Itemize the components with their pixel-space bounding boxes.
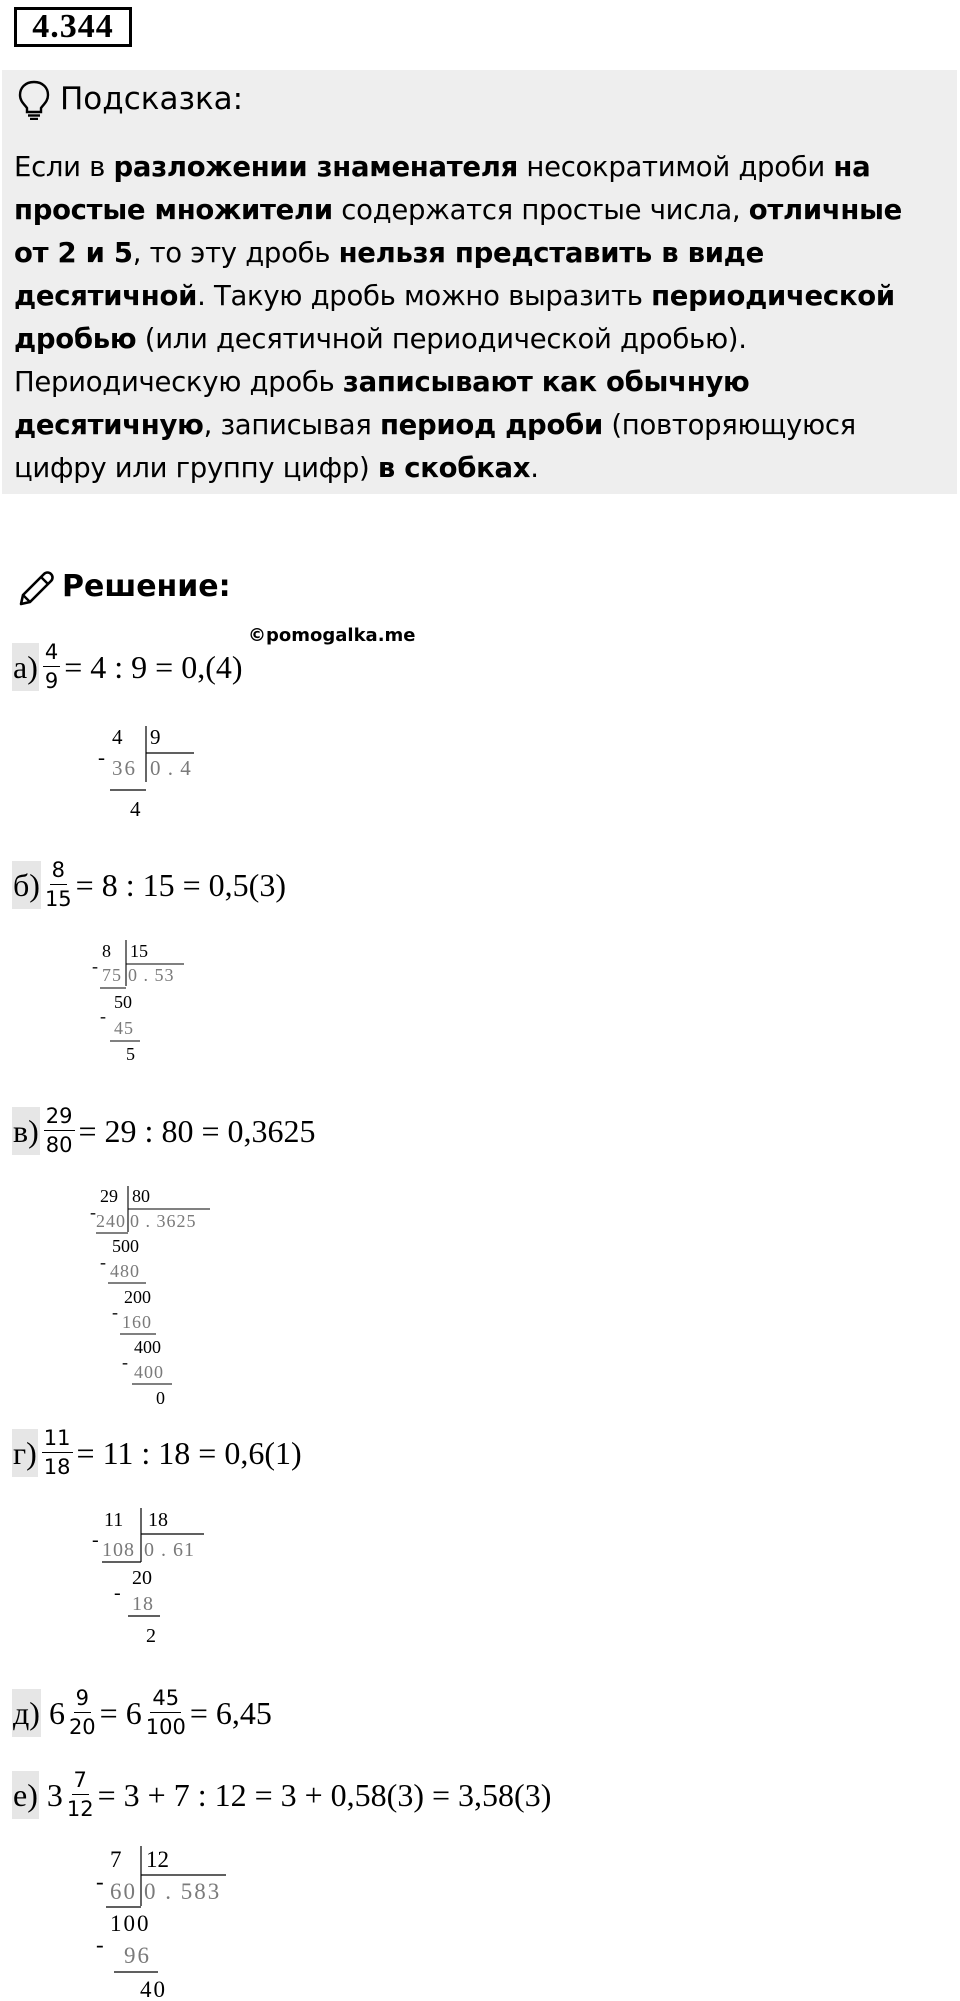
hint-bold-text: записывают как обычную десятичную [14,366,750,441]
long-division-e [96,1842,236,2001]
dividend: 7 [110,1847,122,1872]
dividend: 4 [112,725,123,749]
hint-bold-text: разложении знаменателя [113,151,518,183]
hint-bold-text: период дроби [379,409,603,441]
minus-sign: - [96,1932,104,1957]
minus-sign: - [100,1006,106,1026]
quotient: 0 . 53 [128,965,175,985]
subtrahend: 96 [124,1943,151,1968]
lightbulb-icon [16,78,52,120]
hint-text-run: Если в [14,151,114,183]
equals-sign: = [99,1694,118,1731]
equation-a [12,640,243,693]
partial-dividend: 20 [132,1567,152,1589]
hint-title: Подсказка: [60,81,244,117]
item-letter-d: д) [12,1689,41,1737]
minus-sign: - [92,956,98,976]
minus-sign: - [112,1302,118,1322]
long-division-g [92,1504,210,1654]
fraction-v [44,1104,75,1157]
denominator: 20 [68,1715,96,1739]
divisor: 80 [132,1186,150,1206]
equation-e-rest: = 3 + 7 : 12 = 3 + 0,58(3) = 3,58(3) [97,1776,552,1813]
subtrahend: 45 [114,1018,134,1038]
numerator: 4 [43,640,60,667]
numerator: 29 [44,1104,75,1131]
subtrahend: 240 [96,1211,126,1231]
equation-v [12,1104,315,1157]
hint-bold-text: отличные от 2 и 5 [14,194,903,269]
numerator: 9 [74,1686,91,1713]
remainder: 0 [156,1388,165,1408]
equation-d [12,1686,272,1739]
equation-b [12,858,286,911]
denominator: 100 [145,1715,186,1739]
divisor: 9 [150,725,161,749]
fraction-d2 [146,1686,186,1739]
quotient: 0 . 4 [150,756,192,780]
dividend: 29 [100,1186,118,1206]
partial-dividend: 500 [112,1236,139,1256]
long-division-v [90,1182,220,1410]
equation-b-rest: = 8 : 15 = 0,5(3) [75,866,286,903]
equation-g-rest: = 11 : 18 = 0,6(1) [76,1434,302,1471]
long-division-a [98,720,218,830]
minus-sign: - [100,1252,106,1272]
hint-bold-text: периодической дробью [14,280,895,355]
minus-sign: - [114,1582,121,1604]
partial-dividend: 40 [140,1977,167,2001]
divisor: 18 [148,1509,168,1531]
minus-sign: - [122,1352,128,1372]
item-letter-b: б) [12,861,41,909]
whole-part: 6 [125,1694,142,1731]
hint-text-run: несократимой дроби [517,151,834,183]
dividend: 11 [104,1509,124,1531]
quotient: 0 . 61 [144,1539,195,1561]
denominator: 9 [44,669,59,693]
solution-title: Решение: [62,569,231,604]
hint-text-run: , записывая [203,409,380,441]
fraction-e [67,1768,94,1821]
dividend: 8 [102,941,111,961]
pencil-icon [15,568,57,610]
fraction-g [42,1426,73,1479]
minus-sign: - [96,1869,104,1894]
watermark: ©pomogalka.me [248,625,416,646]
minus-sign: - [98,745,105,769]
item-letter-g: г) [12,1429,38,1477]
numerator: 8 [50,858,67,885]
divisor: 12 [146,1847,169,1872]
subtrahend: 160 [122,1312,152,1332]
hint-bold-text: нельзя представить в виде десятичной [14,237,764,312]
remainder: 4 [130,797,141,821]
hint-text-run: содержатся простые числа, [332,194,749,226]
divisor: 15 [130,941,148,961]
partial-dividend: 200 [124,1287,151,1307]
hint-text-run: . Такую дробь можно выразить [197,280,652,312]
quotient: 0 . 3625 [130,1211,197,1231]
partial-dividend: 400 [134,1337,161,1357]
denominator: 18 [43,1455,71,1479]
hint-text-run: . [530,452,539,484]
subtrahend: 60 [110,1879,137,1904]
remainder: 2 [146,1625,156,1647]
fraction-b [45,858,72,911]
equation-v-rest: = 29 : 80 = 0,3625 [78,1112,316,1149]
denominator: 12 [66,1797,94,1821]
partial-dividend: 50 [114,992,132,1012]
minus-sign: - [92,1529,99,1551]
hint-text-run: (повторяющуюся цифру или группу цифр) [14,409,856,484]
numerator: 7 [72,1768,89,1795]
whole-part: 3 [46,1776,63,1813]
subtrahend: 400 [134,1362,164,1382]
quotient: 0 . 583 [144,1879,222,1904]
subtrahend: 75 [102,965,122,985]
subtrahend: 108 [102,1539,135,1561]
hint-text [14,146,944,490]
denominator: 80 [45,1133,73,1157]
task-number: 4.344 [14,7,132,47]
item-letter-v: в) [12,1107,40,1155]
subtrahend: 480 [110,1261,140,1281]
fraction-d1 [69,1686,96,1739]
equation-e [12,1768,551,1821]
remainder: 5 [126,1044,135,1064]
numerator: 45 [150,1686,181,1713]
whole-part: 6 [48,1694,65,1731]
hint-bold-text: на простые множители [14,151,871,226]
minus-sign: - [90,1202,96,1222]
equation-d-rest: = 6,45 [189,1694,272,1731]
hint-text-run: , то эту дробь [132,237,339,269]
equation-a-rest: = 4 : 9 = 0,(4) [64,648,243,685]
fraction-a [43,640,60,693]
item-letter-e: е) [12,1771,39,1819]
item-letter-a: а) [12,643,39,691]
numerator: 11 [42,1426,73,1453]
equation-g [12,1426,302,1479]
denominator: 15 [44,887,72,911]
subtrahend: 36 [112,756,137,780]
long-division-b [92,936,202,1072]
subtrahend: 18 [132,1593,154,1615]
hint-text-run: (или десятичной периодической дробью). Периодическую дробь [14,323,747,398]
partial-dividend: 100 [110,1911,151,1936]
hint-bold-text: в скобках [377,452,531,484]
